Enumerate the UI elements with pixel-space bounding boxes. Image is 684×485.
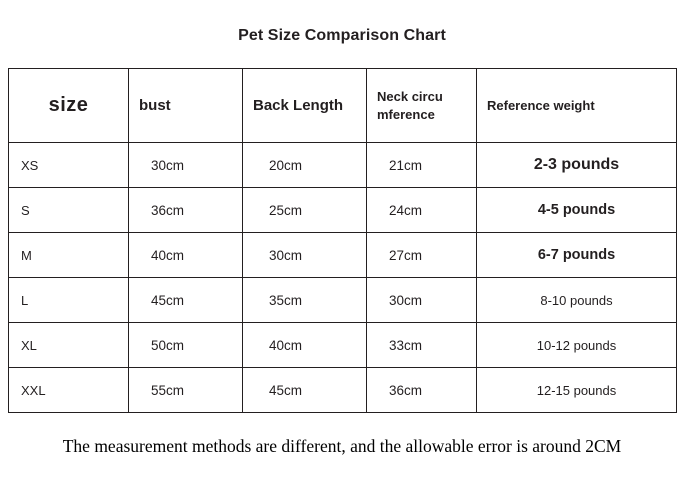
cell-weight: 12-15 pounds	[477, 368, 677, 413]
cell-size: M	[9, 233, 129, 278]
cell-back-length: 40cm	[243, 323, 367, 368]
table-header	[9, 69, 677, 143]
table-header-row	[9, 69, 677, 143]
cell-neck: 27cm	[367, 233, 477, 278]
cell-back-length: 35cm	[243, 278, 367, 323]
cell-neck: 21cm	[367, 143, 477, 188]
cell-neck: 30cm	[367, 278, 477, 323]
table-body	[9, 143, 677, 413]
cell-size: XXL	[9, 368, 129, 413]
table-row	[9, 323, 677, 368]
cell-bust: 36cm	[129, 188, 243, 233]
measurement-footnote: The measurement methods are different, and the allowable error is around 2CM	[62, 436, 622, 456]
table-row	[9, 368, 677, 413]
cell-back-length: 25cm	[243, 188, 367, 233]
table-row	[9, 188, 677, 233]
cell-neck: 24cm	[367, 188, 477, 233]
cell-weight: 10-12 pounds	[477, 323, 677, 368]
cell-neck: 33cm	[367, 323, 477, 368]
cell-back-length: 30cm	[243, 233, 367, 278]
cell-size: XS	[9, 143, 129, 188]
column-header-back-length: Back Length	[243, 69, 367, 143]
cell-size: XL	[9, 323, 129, 368]
cell-back-length: 20cm	[243, 143, 367, 188]
cell-bust: 40cm	[129, 233, 243, 278]
table-row	[9, 143, 677, 188]
cell-weight: 4-5 pounds	[477, 188, 677, 233]
cell-bust: 50cm	[129, 323, 243, 368]
column-header-bust: bust	[129, 69, 243, 143]
column-header-size: size	[9, 69, 129, 143]
page-title: Pet Size Comparison Chart	[238, 27, 446, 44]
cell-bust: 30cm	[129, 143, 243, 188]
cell-bust: 45cm	[129, 278, 243, 323]
cell-weight: 2-3 pounds	[477, 143, 677, 188]
column-header-neck-circumference: Neck circu mference	[367, 69, 477, 143]
column-header-reference-weight: Reference weight	[477, 69, 677, 143]
cell-neck: 36cm	[367, 368, 477, 413]
cell-bust: 55cm	[129, 368, 243, 413]
cell-weight: 6-7 pounds	[477, 233, 677, 278]
size-comparison-table	[8, 68, 677, 413]
cell-weight: 8-10 pounds	[477, 278, 677, 323]
table-row	[9, 278, 677, 323]
cell-back-length: 45cm	[243, 368, 367, 413]
cell-size: S	[9, 188, 129, 233]
table-row	[9, 233, 677, 278]
cell-size: L	[9, 278, 129, 323]
